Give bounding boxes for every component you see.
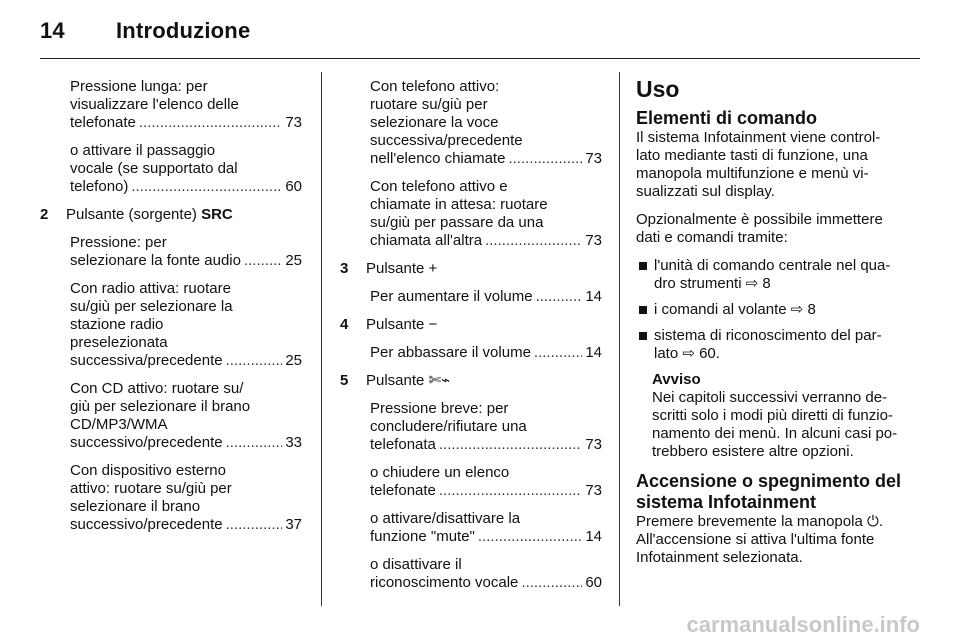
entry-text: selezionare la fonte audio	[70, 252, 241, 269]
page-ref: 60	[585, 574, 602, 591]
item-label: Pulsante	[366, 372, 425, 389]
page-ref: 25	[285, 352, 302, 369]
page-ref: 73	[585, 150, 602, 167]
text-line: concludere/rifiutare una	[370, 418, 527, 435]
entry-text: successivo/precedente	[70, 516, 223, 533]
entry-text: telefonate	[370, 482, 436, 499]
page-ref: 14	[585, 528, 602, 545]
paragraph	[40, 142, 302, 196]
text-line: Premere brevemente la manopola ⏻.	[636, 513, 883, 530]
paragraph	[636, 211, 926, 247]
minus-icon: −	[428, 316, 438, 333]
page-ref: 25	[285, 252, 302, 269]
page-ref: 73	[585, 232, 602, 249]
toc-entry	[70, 434, 302, 452]
page-ref: 73	[585, 482, 602, 499]
text-line: o chiudere un elenco	[370, 464, 510, 481]
text-line: preselezionata	[70, 334, 168, 351]
page-title: Introduzione	[116, 18, 251, 43]
entry-text: riconoscimento vocale	[370, 574, 519, 591]
paragraph	[340, 400, 602, 454]
text-line: selezionare il brano	[70, 498, 201, 515]
toc-entry	[370, 436, 602, 454]
toc-entry	[70, 252, 302, 270]
watermark: carmanualsonline.info	[686, 612, 920, 637]
toc-entry	[70, 178, 302, 196]
page-ref: 33	[285, 434, 302, 451]
text-line: chiamate in attesa: ruotare	[370, 196, 548, 213]
paragraph	[636, 129, 926, 201]
item-key: SRC	[201, 206, 233, 223]
entry-text: chiamata all'altra	[370, 232, 483, 249]
text-line: Nei capitoli successivi verranno de-	[652, 389, 888, 406]
text-line: selezionare la voce	[370, 114, 499, 131]
column-2	[340, 78, 602, 602]
note-box	[636, 371, 926, 461]
paragraph	[40, 234, 302, 270]
text-line: All'accensione si attiva l'ultima fonte	[636, 531, 875, 548]
text-line: i comandi al volante ⇨ 8	[654, 301, 816, 318]
text-line: manopola multifunzione e menù vi-	[636, 165, 869, 182]
text-line: dro strumenti ⇨ 8	[654, 275, 771, 292]
text-line: stazione radio	[70, 316, 164, 333]
toc-entry	[370, 232, 602, 250]
toc-entry	[70, 114, 302, 132]
text-line: Con radio attiva: ruotare	[70, 280, 231, 297]
mute-hangup-icon: ✄⌁	[428, 372, 451, 389]
text-line: Pressione: per	[70, 234, 167, 251]
subsection-heading: sistema Infotainment	[636, 492, 817, 512]
page-ref: 14	[585, 288, 602, 305]
header-rule	[40, 58, 920, 59]
text-line: o attivare/disattivare la	[370, 510, 521, 527]
paragraph	[40, 280, 302, 370]
page-ref: 14	[585, 344, 602, 361]
text-line: su/giù per selezionare la	[70, 298, 233, 315]
page-ref: 37	[285, 516, 302, 533]
item-number: 3	[340, 260, 349, 277]
text-line: Il sistema Infotainment viene control-	[636, 129, 881, 146]
text-line: dati e comandi tramite:	[636, 229, 788, 246]
text-line: Pressione lunga: per	[70, 78, 208, 95]
entry-text: telefonate	[70, 114, 136, 131]
text-line: ruotare su/giù per	[370, 96, 488, 113]
entry-text: telefonata	[370, 436, 436, 453]
paragraph	[40, 78, 302, 132]
toc-entry	[370, 344, 602, 362]
toc-entry	[70, 516, 302, 534]
paragraph	[340, 344, 602, 362]
text-line: Opzionalmente è possibile immettere	[636, 211, 883, 228]
toc-entry	[370, 150, 602, 168]
text-line: visualizzare l'elenco delle	[70, 96, 239, 113]
entry-text: nell'elenco chiamate	[370, 150, 506, 167]
text-line: o disattivare il	[370, 556, 462, 573]
text-line: Infotainment selezionata.	[636, 549, 803, 566]
entry-text: successivo/precedente	[70, 434, 223, 451]
item-label: Pulsante	[366, 316, 425, 333]
text-line: trebbero esistere altre opzioni.	[652, 443, 854, 460]
text-line: Con telefono attivo:	[370, 78, 500, 95]
item-heading	[340, 260, 602, 278]
column-1	[40, 78, 302, 544]
section-heading: Uso	[636, 76, 680, 102]
subsection-heading: Elementi di comando	[636, 108, 818, 128]
bullet-item	[636, 327, 926, 363]
paragraph	[340, 178, 602, 250]
item-number: 4	[340, 316, 349, 333]
subsection-heading: Accensione o spegnimento del	[636, 471, 902, 491]
item-label: Pulsante	[366, 260, 425, 277]
toc-entry	[370, 288, 602, 306]
column-divider-2	[619, 72, 620, 606]
item-number: 2	[40, 206, 49, 223]
paragraph	[340, 288, 602, 306]
column-3	[636, 76, 926, 577]
paragraph	[40, 380, 302, 452]
toc-entry	[370, 482, 602, 500]
text-line: sistema di riconoscimento del par-	[654, 327, 882, 344]
text-line: lato mediante tasti di funzione, una	[636, 147, 868, 164]
toc-entry	[70, 352, 302, 370]
text-line: scritti solo i modi più diretti di funzio-	[652, 407, 893, 424]
plus-icon: +	[428, 260, 438, 277]
text-line: Con dispositivo esterno	[70, 462, 226, 479]
text-line: Con CD attivo: ruotare su/	[70, 380, 244, 397]
text-line: lato ⇨ 60.	[654, 345, 720, 362]
item-label: Pulsante (sorgente)	[66, 206, 197, 223]
column-divider-1	[321, 72, 322, 606]
text-line: vocale (se supportato dal	[70, 160, 238, 177]
text-line: giù per selezionare il brano	[70, 398, 251, 415]
text-line: successiva/precedente	[370, 132, 523, 149]
text-line: namento dei menù. In alcuni casi po-	[652, 425, 898, 442]
toc-entry	[370, 528, 602, 546]
page-header	[40, 18, 250, 44]
page-ref: 73	[285, 114, 302, 131]
page-ref: 60	[285, 178, 302, 195]
item-heading	[340, 316, 602, 334]
paragraph	[340, 556, 602, 592]
text-line: Pressione breve: per	[370, 400, 509, 417]
paragraph	[340, 464, 602, 500]
text-line: CD/MP3/WMA	[70, 416, 168, 433]
entry-text: funzione "mute"	[370, 528, 475, 545]
entry-text: Per aumentare il volume	[370, 288, 533, 305]
item-number: 5	[340, 372, 349, 389]
paragraph	[340, 510, 602, 546]
page-ref: 73	[585, 436, 602, 453]
note-title: Avviso	[652, 371, 701, 388]
entry-text: Per abbassare il volume	[370, 344, 531, 361]
text-line: l'unità di comando centrale nel qua-	[654, 257, 891, 274]
text-line: Con telefono attivo e	[370, 178, 508, 195]
text-line: sualizzati sul display.	[636, 183, 775, 200]
text-line: attivo: ruotare su/giù per	[70, 480, 232, 497]
text-line: su/giù per passare da una	[370, 214, 544, 231]
paragraph	[340, 78, 602, 168]
paragraph	[636, 513, 926, 567]
entry-text: successiva/precedente	[70, 352, 223, 369]
text-line: o attivare il passaggio	[70, 142, 216, 159]
item-heading	[340, 372, 602, 390]
entry-text: telefono)	[70, 178, 129, 195]
bullet-item	[636, 257, 926, 293]
bullet-item	[636, 301, 926, 319]
paragraph	[40, 462, 302, 534]
item-heading	[40, 206, 302, 224]
page-number: 14	[40, 18, 65, 43]
toc-entry	[370, 574, 602, 592]
